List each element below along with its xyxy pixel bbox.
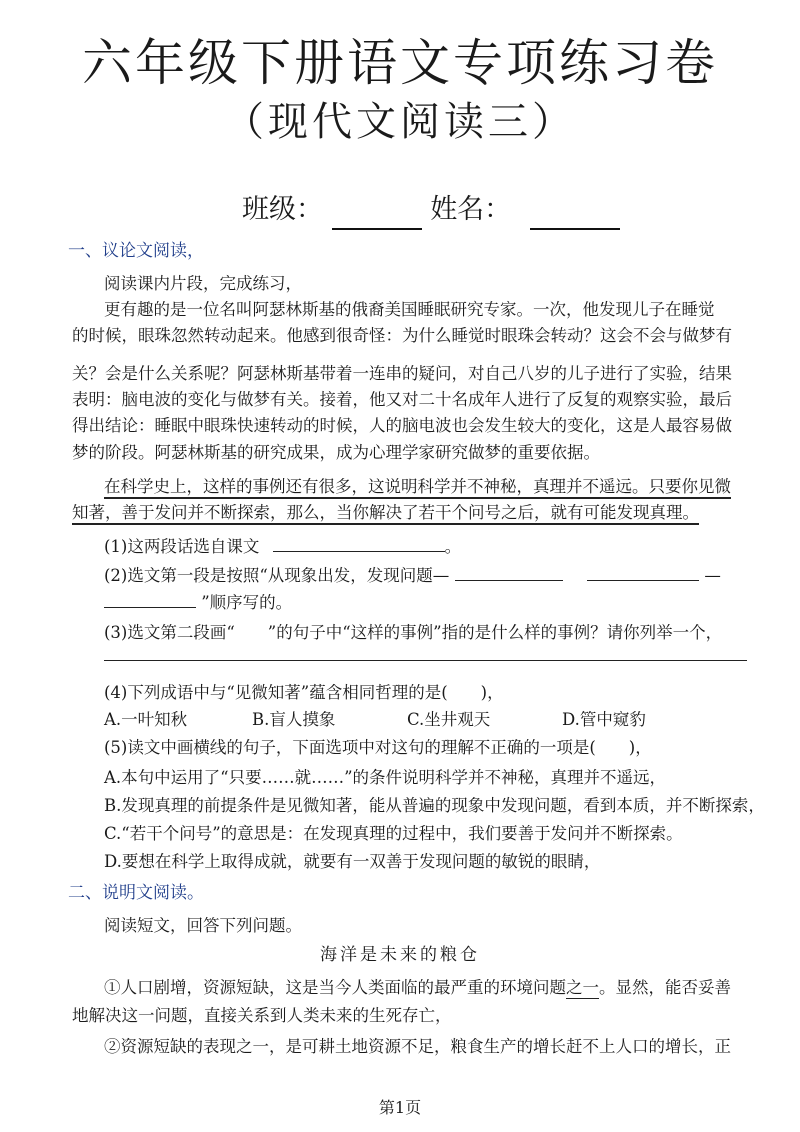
question-5: (5)读文中画横线的句子，下面选项中对这句的理解不正确的一项是( )， <box>104 738 652 757</box>
underlined-word: 之一 <box>566 978 599 997</box>
option-c[interactable]: C.坐井观天 <box>407 710 491 729</box>
underlined-sentence-line <box>104 474 754 500</box>
question-4: (4)下列成语中与“见微知著”蕴含相同哲理的是( )， <box>104 683 504 702</box>
article-line: 地解决这一问题，直接关系到人类未来的生死存亡， <box>72 1006 452 1025</box>
option-b[interactable]: B.发现真理的前提条件是见微知著，能从普遍的现象中发现问题，看到本质，并不断探索， <box>104 796 765 815</box>
question-1 <box>104 533 754 560</box>
page-subtitle: （现代文阅读三） <box>224 99 576 145</box>
question-3: (3)选文第二段画“ ”的句子中“这样的事例”指的是什么样的事例？请你列举一个， <box>104 623 723 642</box>
section2-heading: 二、说明文阅读。 <box>68 883 204 903</box>
passage-line: 关？会是什么关系呢？阿瑟林斯基带着一连串的疑问，对自己八岁的儿子进行了实验，结果 <box>72 364 732 383</box>
article-title: 海洋是未来的粮仓 <box>320 945 480 965</box>
question-2-dash: — <box>704 566 721 585</box>
class-label: 班级： <box>242 194 323 225</box>
option-a[interactable]: A.本句中运用了“只要……就……”的条件说明科学并不神秘，真理并不遥远， <box>104 768 667 787</box>
student-info-row <box>242 190 620 230</box>
section1-heading: 一、议论文阅读， <box>68 241 204 261</box>
question-2-end: ”顺序写的。 <box>201 593 293 612</box>
question-2 <box>104 562 754 589</box>
section1-instruction: 阅读课内片段，完成练习， <box>104 274 302 293</box>
passage-line: 梦的阶段。阿瑟林斯基的研究成果，成为心理学家研究做梦的重要依据。 <box>72 443 600 462</box>
article-text: ①人口剧增，资源短缺，这是当今人类面临的最严重的环境问题 <box>104 978 566 997</box>
option-b[interactable]: B.盲人摸象 <box>252 710 336 729</box>
option-d[interactable]: D.管中窥豹 <box>562 710 646 729</box>
question-1-end: 。 <box>444 537 462 556</box>
question-2-cont <box>104 589 754 616</box>
answer-blank[interactable] <box>273 533 445 552</box>
article-line: ②资源短缺的表现之一，是可耕土地资源不足，粮食生产的增长赶不上人口的增长，正 <box>104 1037 731 1056</box>
underlined-sentence-line <box>72 500 752 526</box>
option-d[interactable]: D.要想在科学上取得成就，就要有一双善于发现问题的敏锐的眼睛， <box>104 852 601 871</box>
option-a[interactable]: A.一叶知秋 <box>104 710 188 729</box>
underlined-text: 知著，善于发问并不断探索，那么，当你解决了若干个问号之后，就有可能发现真理。 <box>72 503 699 525</box>
passage-line: 的时候，眼珠忽然转动起来。他感到很奇怪：为什么睡觉时眼珠会转动？这会不会与做梦有 <box>72 326 732 345</box>
answer-blank[interactable] <box>104 589 196 608</box>
underlined-text: 在科学史上，这样的事例还有很多，这说明科学并不神秘，真理并不遥远。只要你见微 <box>104 477 731 499</box>
section2-instruction: 阅读短文，回答下列问题。 <box>104 916 302 935</box>
passage-line: 更有趣的是一位名叫阿瑟林斯基的俄裔美国睡眠研究专家。一次，他发现儿子在睡觉 <box>104 300 715 319</box>
article-text: 。显然，能否妥善 <box>599 978 731 997</box>
page-title: 六年级下册语文专项练习卷 <box>82 34 718 92</box>
name-label: 姓名： <box>430 194 512 225</box>
name-blank[interactable] <box>530 198 620 230</box>
answer-line[interactable] <box>104 660 747 661</box>
question-2-text: (2)选文第一段是按照“从现象出发，发现问题— <box>104 566 450 585</box>
question-1-text: (1)这两段话选自课文 <box>104 537 260 556</box>
answer-blank[interactable] <box>455 562 563 581</box>
passage-line: 表明：脑电波的变化与做梦有关。接着，他又对二十名成年人进行了反复的观察实验，最后 <box>72 390 732 409</box>
article-line <box>104 975 754 1001</box>
question-4-options <box>104 707 754 733</box>
page-number: 第1页 <box>378 1098 422 1117</box>
passage-line: 得出结论：睡眠中眼珠快速转动的时候，人的脑电波也会发生较大的变化，这是人最容易做 <box>72 416 732 435</box>
answer-blank[interactable] <box>587 562 699 581</box>
option-c[interactable]: C.“若干个问号”的意思是：在发现真理的过程中，我们要善于发问并不断探索。 <box>104 824 683 843</box>
class-blank[interactable] <box>332 198 422 230</box>
